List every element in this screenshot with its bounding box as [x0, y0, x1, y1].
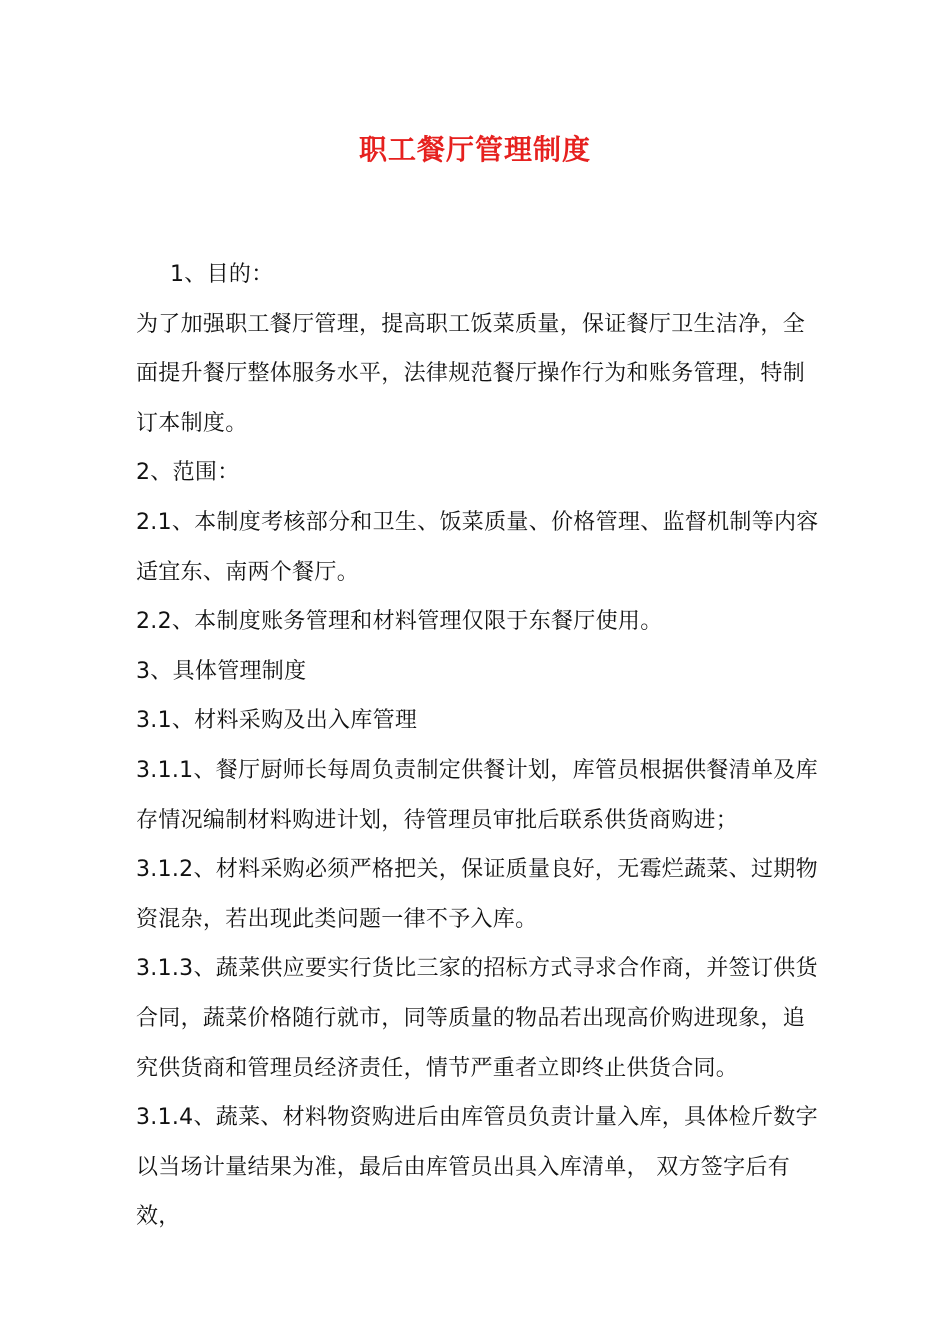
section-heading: 2、范围： — [136, 460, 240, 486]
body-paragraph: 3.1.3、蔬菜供应要实行货比三家的招标方式寻求合作商，并签订供货合同，蔬菜价格随行就市，同等质量的物品若出现高价购进现象，追究供货商和管理员经济责任，情节严重者立即终止供货合同。 — [136, 956, 818, 1081]
body-paragraph: 3.1.4、蔬菜、材料物资购进后由库管员负责计量入库，具体检斤数字以当场计量结果为准，最后由库管员出具入库清单， 双方签字后有效， — [136, 1105, 818, 1230]
subsection-heading: 3.1、材料采购及出入库管理 — [136, 708, 418, 734]
body-paragraph: 为了加强职工餐厅管理，提高职工饭菜质量，保证餐厅卫生洁净，全面提升餐厅整体服务水平，法律规范餐厅操作行为和账务管理，特制订本制度。 — [136, 311, 806, 436]
body-paragraph: 2.2、本制度账务管理和材料管理仅限于东餐厅使用。 — [136, 609, 663, 635]
section-heading: 3、具体管理制度 — [136, 658, 307, 684]
body-paragraph: 3.1.2、材料采购必须严格把关，保证质量良好，无霉烂蔬菜、过期物资混杂，若出现此类问题一律不予入库。 — [136, 857, 818, 932]
document-body — [136, 250, 826, 1242]
body-paragraph: 2.1、本制度考核部分和卫生、饭菜质量、价格管理、监督机制等内容适宜东、南两个餐厅。 — [136, 509, 819, 585]
body-paragraph: 3.1.1、餐厅厨师长每周负责制定供餐计划，库管员根据供餐清单及库存情况编制材料购进计划，待管理员审批后联系供货商购进； — [136, 757, 818, 833]
section-heading: 1、目的： — [170, 262, 274, 287]
document-title: 职工餐厅管理制度 — [358, 133, 591, 166]
